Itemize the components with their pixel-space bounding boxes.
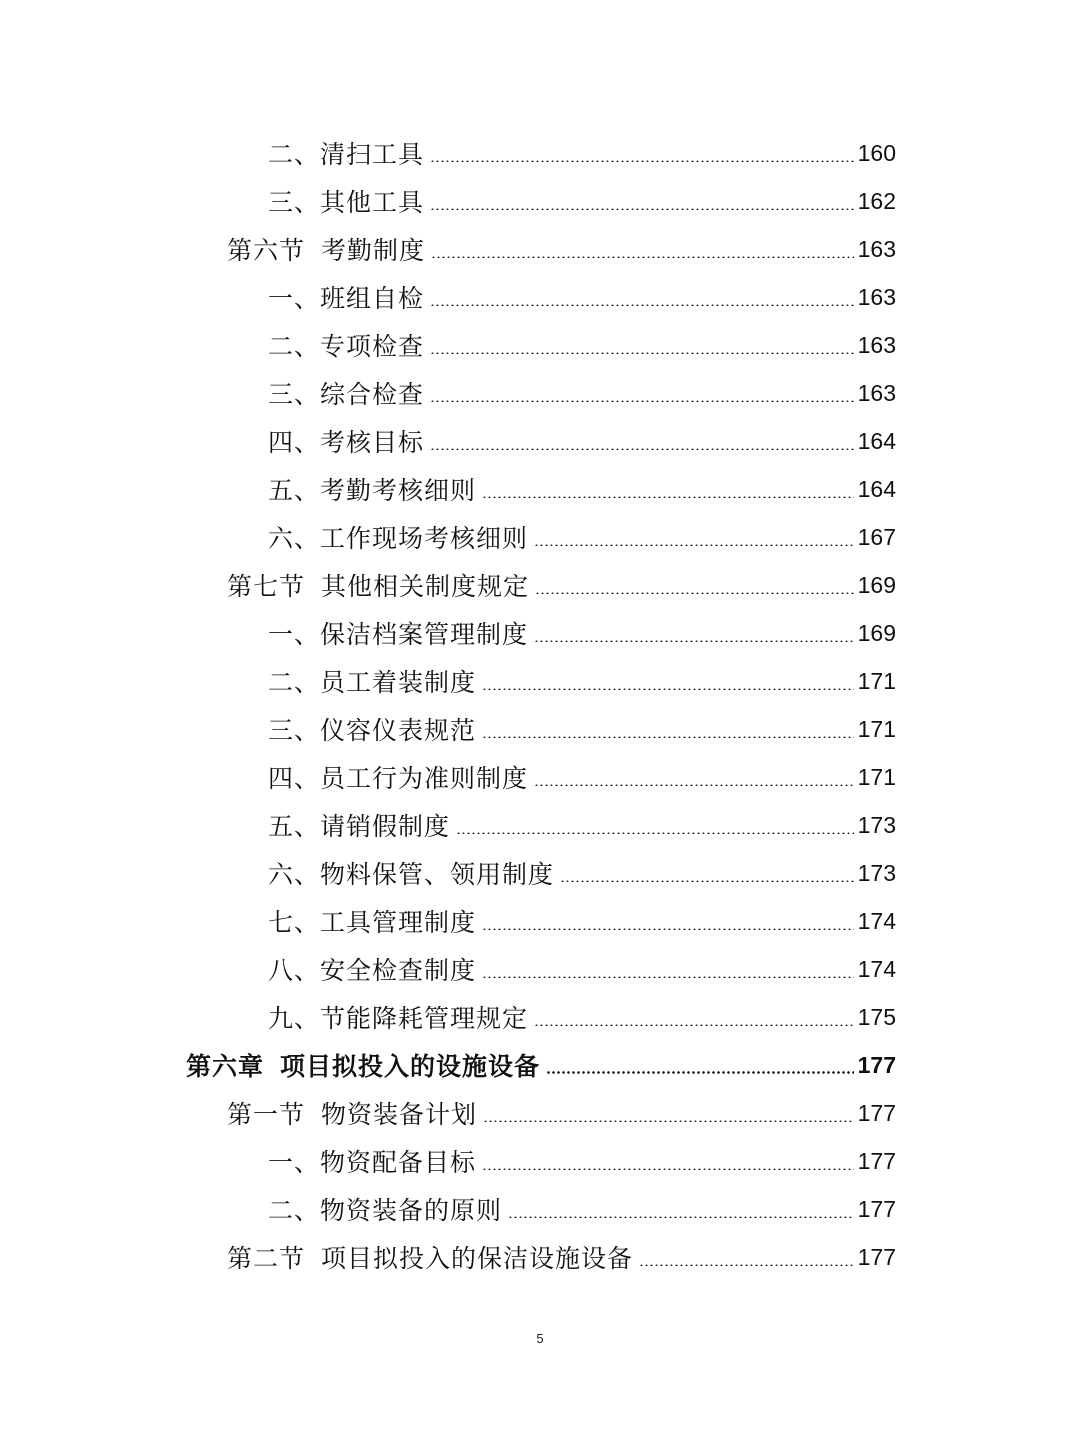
dot-leader [430, 160, 854, 162]
table-of-contents [0, 129, 1080, 1281]
toc-subsection-entry [0, 273, 1080, 321]
toc-subsection-entry [0, 993, 1080, 1041]
entry-page-ref: 169 [857, 571, 896, 598]
entry-title: 仪容仪表规范 [320, 716, 477, 745]
dot-leader [639, 1264, 854, 1266]
dot-leader [482, 736, 854, 738]
toc-subsection-entry [0, 609, 1080, 657]
dot-leader [482, 928, 854, 930]
toc-subsection-entry [0, 1185, 1080, 1233]
entry-title: 班组自检 [320, 284, 425, 313]
dot-leader [482, 1168, 854, 1170]
entry-number: 四、 [268, 764, 321, 793]
toc-subsection-entry [0, 465, 1080, 513]
entry-title: 保洁档案管理制度 [320, 620, 529, 649]
dot-leader [430, 400, 854, 402]
toc-subsection-entry [0, 801, 1080, 849]
entry-title: 清扫工具 [320, 140, 425, 169]
entry-number: 三、 [268, 188, 321, 217]
entry-number: 第六章 [186, 1052, 265, 1081]
entry-page-ref: 160 [857, 139, 896, 166]
entry-title: 其他工具 [320, 188, 425, 217]
entry-page-ref: 171 [857, 667, 896, 694]
entry-page-ref: 173 [857, 811, 896, 838]
toc-section-entry [0, 1089, 1080, 1137]
toc-subsection-entry [0, 369, 1080, 417]
entry-page-ref: 174 [857, 955, 896, 982]
dot-leader [482, 496, 854, 498]
entry-number: 八、 [268, 956, 321, 985]
entry-number: 第七节 [227, 572, 306, 601]
entry-number: 二、 [268, 1196, 321, 1225]
entry-page-ref: 171 [857, 715, 896, 742]
entry-title: 其他相关制度规定 [321, 572, 530, 601]
entry-number: 一、 [268, 284, 321, 313]
dot-leader [430, 208, 854, 210]
entry-page-ref: 174 [857, 907, 896, 934]
dot-leader [534, 1024, 854, 1026]
toc-subsection-entry [0, 705, 1080, 753]
entry-page-ref: 169 [857, 619, 896, 646]
entry-number: 三、 [268, 380, 321, 409]
entry-number: 九、 [268, 1004, 321, 1033]
entry-page-ref: 164 [857, 475, 896, 502]
dot-leader [534, 640, 854, 642]
entry-number: 一、 [268, 1148, 321, 1177]
entry-number: 六、 [268, 524, 321, 553]
entry-title: 考勤考核细则 [320, 476, 477, 505]
entry-page-ref: 177 [857, 1147, 896, 1174]
dot-leader [546, 1071, 854, 1074]
entry-title: 考勤制度 [321, 236, 426, 265]
entry-page-ref: 167 [857, 523, 896, 550]
toc-subsection-entry [0, 129, 1080, 177]
entry-number: 五、 [268, 476, 321, 505]
dot-leader [430, 352, 854, 354]
entry-page-ref: 163 [857, 331, 896, 358]
entry-title: 员工行为准则制度 [320, 764, 529, 793]
entry-title: 物资装备计划 [321, 1100, 478, 1129]
entry-number: 第二节 [227, 1244, 306, 1273]
entry-page-ref: 177 [857, 1195, 896, 1222]
entry-title: 员工着装制度 [320, 668, 477, 697]
entry-page-ref: 163 [857, 283, 896, 310]
entry-number: 七、 [268, 908, 321, 937]
dot-leader [483, 1120, 854, 1122]
toc-section-entry [0, 561, 1080, 609]
entry-page-ref: 171 [857, 763, 896, 790]
dot-leader [430, 304, 854, 306]
entry-page-ref: 173 [857, 859, 896, 886]
dot-leader [560, 880, 854, 882]
dot-leader [534, 784, 854, 786]
entry-page-ref: 162 [857, 187, 896, 214]
toc-section-entry [0, 1233, 1080, 1281]
entry-title: 安全检查制度 [320, 956, 477, 985]
entry-number: 第一节 [227, 1100, 306, 1129]
entry-page-ref: 177 [857, 1243, 896, 1270]
entry-title: 请销假制度 [320, 812, 451, 841]
toc-subsection-entry [0, 417, 1080, 465]
dot-leader [430, 448, 854, 450]
toc-subsection-entry [0, 513, 1080, 561]
toc-subsection-entry [0, 177, 1080, 225]
toc-subsection-entry [0, 1137, 1080, 1185]
dot-leader [535, 592, 854, 594]
entry-title: 工具管理制度 [320, 908, 477, 937]
entry-title: 节能降耗管理规定 [320, 1004, 529, 1033]
entry-page-ref: 164 [857, 427, 896, 454]
entry-title: 工作现场考核细则 [320, 524, 529, 553]
dot-leader [508, 1216, 854, 1218]
dot-leader [482, 976, 854, 978]
toc-chapter-entry [0, 1041, 1080, 1089]
entry-title: 专项检查 [320, 332, 425, 361]
entry-number: 三、 [268, 716, 321, 745]
entry-number: 四、 [268, 428, 321, 457]
entry-page-ref: 177 [857, 1051, 896, 1078]
dot-leader [482, 688, 854, 690]
entry-page-ref: 163 [857, 235, 896, 262]
entry-title: 考核目标 [320, 428, 425, 457]
entry-page-ref: 177 [857, 1099, 896, 1126]
entry-title: 综合检查 [320, 380, 425, 409]
entry-number: 二、 [268, 332, 321, 361]
dot-leader [431, 256, 854, 258]
toc-subsection-entry [0, 897, 1080, 945]
page-number: 5 [536, 1331, 544, 1346]
entry-number: 二、 [268, 140, 321, 169]
entry-title: 物资装备的原则 [320, 1196, 503, 1225]
toc-subsection-entry [0, 321, 1080, 369]
toc-subsection-entry [0, 849, 1080, 897]
entry-title: 物料保管、领用制度 [320, 860, 555, 889]
entry-number: 第六节 [227, 236, 306, 265]
toc-subsection-entry [0, 945, 1080, 993]
dot-leader [534, 544, 854, 546]
entry-number: 二、 [268, 668, 321, 697]
toc-section-entry [0, 225, 1080, 273]
entry-title: 项目拟投入的设施设备 [280, 1052, 541, 1081]
entry-title: 物资配备目标 [320, 1148, 477, 1177]
toc-subsection-entry [0, 657, 1080, 705]
entry-number: 五、 [268, 812, 321, 841]
entry-number: 六、 [268, 860, 321, 889]
toc-subsection-entry [0, 753, 1080, 801]
dot-leader [456, 832, 854, 834]
entry-page-ref: 163 [857, 379, 896, 406]
entry-page-ref: 175 [857, 1003, 896, 1030]
entry-title: 项目拟投入的保洁设施设备 [321, 1244, 634, 1273]
entry-number: 一、 [268, 620, 321, 649]
